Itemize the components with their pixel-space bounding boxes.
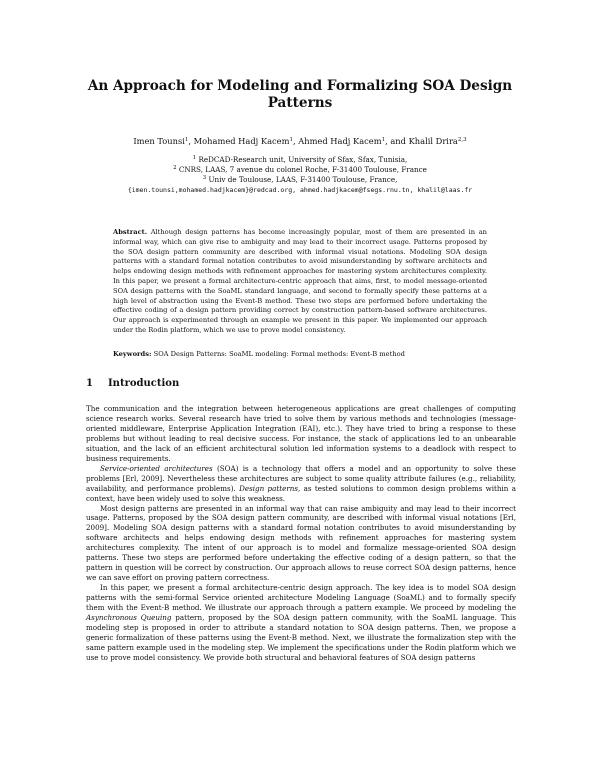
affiliation-line [40, 165, 560, 175]
author-sep: , [188, 136, 194, 146]
paragraph-text: In this paper, we present a formal architecture-centric design approach. The key idea is to model SOA design patterns with the semi-formal Service oriented architecture Modeling Language (SoaML) and to formally specify them with the Event-B method. We illustrate our approach through a pattern example. We proceed by modeling the [86, 583, 516, 613]
paragraph-text: (SOA) is a technology that offers a model and an opportunity to solve these problems [Erl, 2009]. Nevertheless these architectures are subject to some quality attribute failures (e.g., reliability, availability, and performance problems). [86, 463, 516, 493]
section-body [86, 404, 516, 663]
author-name: Khalil Drira [408, 136, 458, 146]
paragraph: The communication and the integration between heterogeneous applications are great challenges of computing science research works. Several research have tried to solve them by various methods and technologies (message-oriented middleware, Enterprise Application Integration (EAI), etc.). They have tried to bring a response to these problems but without leading to real decisive success. For instance, the stack of applications led to an unbearable situation, and the lack of an efficient architectural solution led information systems to a deadlock with respect to business requirements. [86, 404, 516, 463]
paragraph [86, 583, 516, 663]
author-list [40, 136, 560, 146]
paragraph-text: , as tested solutions to common design problems within a context, have been widely used to solve this weakness. [86, 483, 516, 503]
affiliation-line [40, 155, 560, 165]
emphasis: Asynchronous Queuing [86, 613, 172, 623]
section-number: 1 [86, 378, 93, 389]
affiliation-text: Univ de Toulouse, LAAS, F-31400 Toulouse, France, [208, 175, 398, 184]
author-name: Mohamed Hadj Kacem [193, 136, 290, 146]
author-name: Ahmed Hadj Kacem [298, 136, 382, 146]
keywords-text: SOA Design Patterns: SoaML modeling: Formal methods: Event-B method [153, 350, 405, 358]
affiliation-sup: 3 [202, 175, 207, 181]
author-sup: 2,3 [457, 137, 467, 143]
affiliation-line [40, 175, 560, 185]
affiliation-text: ReDCAD-Research unit, University of Sfax, Sfax, Tunisia, [198, 155, 408, 164]
paragraph-text: pattern, proposed by the SOA design pattern community, with the SoaML language. This modeling step is proposed in order to attribute a standard notation to SOA design patterns. Then, we propose a generic formalization of these patterns using the Event-B method. Next, we illustrate the formalization step with the same pattern example used in the modeling step. We implement the specifications under the Rodin platform which we use to prove model consistency. We provide both structural and behavioral features of SOA design patterns [86, 613, 516, 662]
abstract [113, 228, 487, 336]
paragraph [86, 464, 516, 504]
affiliations [40, 155, 560, 195]
paper-title [70, 78, 530, 112]
author-sup: 1 [184, 137, 189, 143]
author-sep: , [292, 136, 299, 146]
section-heading [86, 378, 179, 389]
section-title: Introduction [108, 378, 180, 389]
affiliation-text: CNRS, LAAS, 7 avenue du colonel Roche, F-31400 Toulouse, France [178, 165, 427, 174]
email-addresses: {imen.tounsi,mohamed.hadjkacem}@redcad.org, ahmed.hadjkacem@fsegs.rnu.tn, khalil@laas.fr [127, 186, 473, 194]
author-sup: 1 [381, 137, 386, 143]
keywords [113, 350, 487, 358]
emphasis: Service-oriented architectures [100, 463, 213, 473]
author-name: Imen Tounsi [133, 136, 185, 146]
emphasis: Design patterns [239, 483, 299, 493]
title-line-2: Patterns [267, 95, 333, 111]
abstract-label: Abstract. [113, 228, 148, 236]
author-sup: 1 [289, 137, 293, 143]
abstract-text: Although design patterns has become increasingly popular, most of them are presented in an informal way, which can give rise to ambiguity and may lead to their incorrect usage. Patterns proposed by the SOA design pattern community are described with informal visual notations. Modeling SOA design patterns with a standard formal notation contributes to avoid misunderstanding by software architects and helps endowing design methods with refinement approaches for mastering system architectures complexity. In this paper, we present a formal architecture-centric approach that aims, first, to model message-oriented SOA design patterns with the SoaML standard language, and second to formally specify these patterns at a high level of abstraction using the Event-B method. These two steps are performed before undertaking the effective coding of a design pattern providing correct by construction pattern-based software architectures. Our approach is experimented through an example we present in this paper. We implemented our approach under the Rodin platform, which we use to prove model consistency. [113, 228, 487, 334]
affiliation-sup: 1 [192, 155, 197, 161]
affiliation-sup: 2 [173, 165, 177, 171]
author-sep: , and [385, 136, 409, 146]
paragraph: Most design patterns are presented in an informal way that can raise ambiguity and may lead to their incorrect usage. Patterns, proposed by the SOA design pattern community, are described with informal visual notations [Erl, 2009]. Modeling SOA design patterns with a standard formal notation contributes to avoid misunderstanding by software architects and helps endowing design methods with refinement approaches for mastering system architectures complexity. The intent of our approach is to model and formalize message-oriented SOA design patterns. These two steps are performed before undertaking the effective coding of a design pattern, so that the pattern in question will be correct by construction. Our approach allows to reuse correct SOA design patterns, hence we can save effort on proving pattern correctness. [86, 503, 516, 583]
title-line-1: An Approach for Modeling and Formalizing SOA Design [87, 78, 513, 94]
keywords-label: Keywords: [113, 350, 152, 358]
